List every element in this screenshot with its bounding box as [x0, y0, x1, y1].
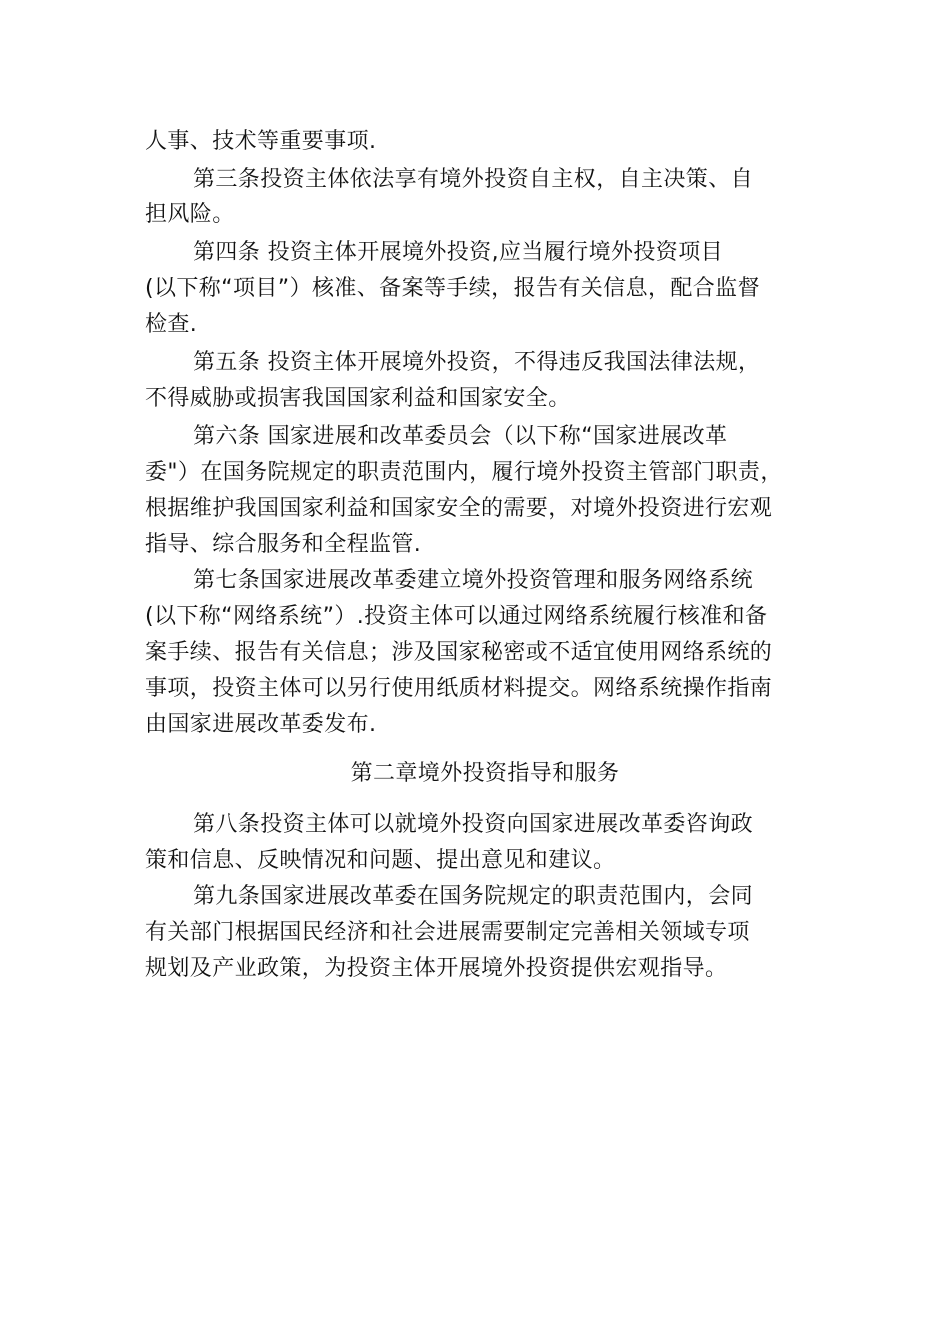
article-9-line-1: 第九条国家进展改革委在国务院规定的职责范围内，会同 [193, 884, 754, 909]
article-5-line-1: 第五条 投资主体开展境外投资，不得违反我国法律法规， [193, 350, 761, 375]
article-9-line-3: 规划及产业政策，为投资主体开展境外投资提供宏观指导。 [145, 956, 728, 981]
article-6-line-3: 根据维护我国国家利益和国家安全的需要，对境外投资进行宏观 [145, 496, 773, 521]
article-7-line-4: 事项，投资主体可以另行使用纸质材料提交。网络系统操作指南 [145, 676, 773, 701]
article-8-line-1: 第八条投资主体可以就境外投资向国家进展改革委咨询政 [193, 812, 754, 837]
article-3-line-2: 担风险。 [145, 202, 235, 227]
article-4-line-2: (以下称“项目”）核准、备案等手续，报告有关信息，配合监督 [145, 276, 760, 301]
article-6-line-1: 第六条 国家进展和改革委员会（以下称“国家进展改革 [193, 424, 728, 449]
article-5-line-2: 不得威胁或损害我国国家利益和国家安全。 [145, 386, 571, 411]
article-4-line-3: 检查. [145, 312, 198, 337]
article-8-line-2: 策和信息、反映情况和问题、提出意见和建议。 [145, 848, 616, 873]
article-7-line-3: 案手续、报告有关信息；涉及国家秘密或不适宜使用网络系统的 [145, 640, 773, 665]
article-7-line-1: 第七条国家进展改革委建立境外投资管理和服务网络系统 [193, 568, 754, 593]
article-9-line-2: 有关部门根据国民经济和社会进展需要制定完善相关领域专项 [145, 920, 750, 945]
chapter-2-heading: 第二章境外投资指导和服务 [350, 761, 620, 786]
article-3-line-1: 第三条投资主体依法享有境外投资自主权，自主决策、自 [193, 167, 754, 192]
article-4-line-1: 第四条 投资主体开展境外投资,应当履行境外投资项目 [193, 240, 723, 265]
article-7-line-5: 由国家进展改革委发布. [145, 712, 377, 737]
article-7-line-2: (以下称“网络系统”）.投资主体可以通过网络系统履行核准和备 [145, 604, 768, 629]
article-6-line-4: 指导、综合服务和全程监管. [145, 532, 422, 557]
article-6-line-2: 委"）在国务院规定的职责范围内，履行境外投资主管部门职责， [145, 460, 783, 485]
text-line-1: 人事、技术等重要事项. [145, 129, 377, 154]
